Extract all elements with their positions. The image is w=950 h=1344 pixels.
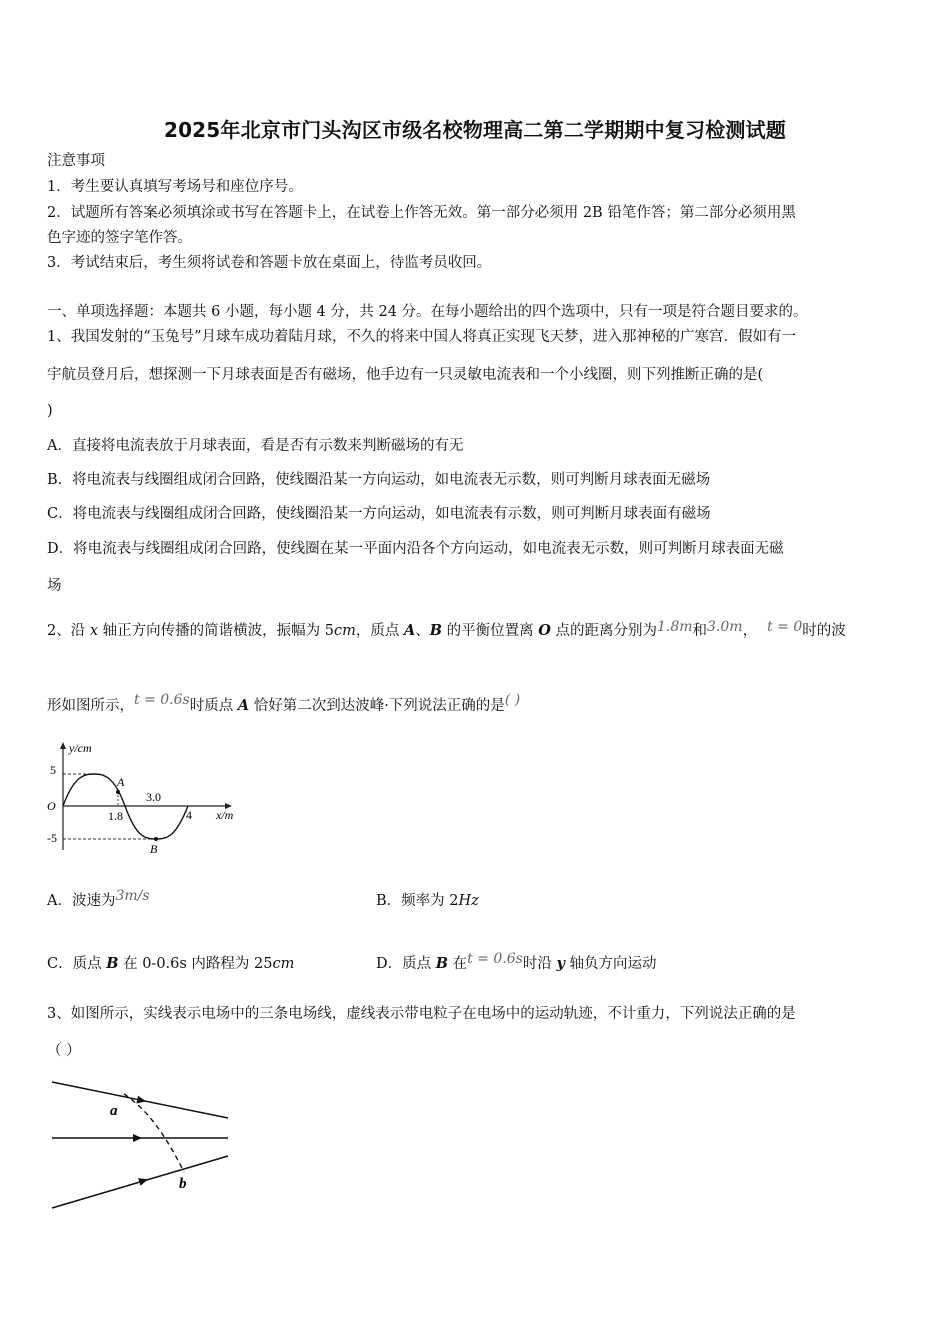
tick-label-3.0: 3.0: [146, 790, 161, 804]
point-b-label: B: [150, 842, 158, 856]
field-line-arrow-icon: [52, 1180, 146, 1208]
notice-heading: 注意事项: [47, 153, 105, 169]
particle-trajectory: [124, 1094, 184, 1172]
notice-item: 色字迹的签字笔作答。: [47, 230, 192, 246]
q2-option-d: D．质点 B 在t = 0.6s时沿 y 轴负方向运动: [376, 951, 657, 972]
field-line-arrow-icon: [52, 1082, 144, 1101]
q3-stem: （ ）: [47, 1043, 81, 1059]
q1-option-b: B．将电流表与线圈组成闭合回路，使线圈沿某一方向运动，如电流表无示数，则可判断月球表面无磁场: [47, 472, 711, 488]
q2-stem: 形如图所示，t = 0.6s时质点 A 恰好第二次到达波峰·下列说法正确的是( ): [47, 692, 521, 714]
notice-item: 1．考生要认真填写考场号和座位序号。: [47, 179, 303, 195]
q2-option-b: B．频率为 2Hz: [376, 893, 479, 909]
point-a-label: A: [117, 775, 125, 789]
q2-option-a: A．波速为3m/s: [47, 888, 150, 909]
q1-stem: 1、我国发射的“玉兔号”月球车成功着陆月球，不久的将来中国人将真正实现飞天梦，进入那神秘的广寒宫．假如有一: [47, 329, 797, 345]
q1-stem: 宇航员登月后，想探测一下月球表面是否有磁场，他手边有一只灵敏电流表和一个小线圈，则下列推断正确的是(: [47, 367, 764, 383]
field-line-figure: [48, 1076, 234, 1212]
y-axis-arrow-icon: [60, 742, 66, 749]
tick-label-neg5: -5: [47, 831, 57, 845]
q3-stem: 3、如图所示，实线表示电场中的三条电场线，虚线表示带电粒子在电场中的运动轨迹，不计重力，下列说法正确的是: [47, 1006, 796, 1022]
notice-item: 2．试题所有答案必须填涂或书写在答题卡上，在试卷上作答无效。第一部分必须用 2B 铅笔作答；第二部分必须用黑: [47, 205, 796, 221]
wave-graph: [44, 740, 244, 858]
q1-option-a: A．直接将电流表放于月球表面，看是否有示数来判断磁场的有无: [47, 438, 464, 454]
y-axis-label: y/cm: [69, 741, 92, 755]
q2-stem: 2、沿 x 轴正方向传播的简谐横波，振幅为 5cm，质点 A、B 的平衡位置离 O 点的距离分别为1.8m和3.0m， t = 0时的波: [47, 619, 846, 639]
q1-option-d: D．将电流表与线圈组成闭合回路，使线圈在某一平面内沿各个方向运动，如电流表无示数，则可判断月球表面无磁: [47, 541, 784, 557]
section-heading: 一、单项选择题：本题共 6 小题，每小题 4 分，共 24 分。在每小题给出的四个选项中，只有一项是符合题目要求的。: [47, 304, 808, 320]
point-b-label: b: [179, 1176, 187, 1192]
notice-item: 3．考试结束后，考生须将试卷和答题卡放在桌面上，待监考员收回。: [47, 255, 492, 271]
q1-option-c: C．将电流表与线圈组成闭合回路，使线圈沿某一方向运动，如电流表有示数，则可判断月球表面有磁场: [47, 506, 711, 522]
point-a-marker: [116, 790, 120, 794]
q1-option-d: 场: [47, 578, 62, 594]
page-title: 2025年北京市门头沟区市级名校物理高二第二学期期中复习检测试题: [163, 118, 787, 142]
tick-label-5: 5: [50, 763, 56, 777]
point-b-marker: [154, 837, 158, 841]
point-a-label: a: [110, 1103, 118, 1119]
tick-label-1.8: 1.8: [108, 809, 123, 823]
q2-option-c: C．质点 B 在 0-0.6s 内路程为 25cm: [47, 955, 295, 972]
origin-label: O: [47, 799, 56, 813]
x-axis-label: x/m: [216, 808, 234, 822]
tick-label-4: 4: [186, 808, 192, 822]
q1-stem: ): [47, 403, 53, 419]
